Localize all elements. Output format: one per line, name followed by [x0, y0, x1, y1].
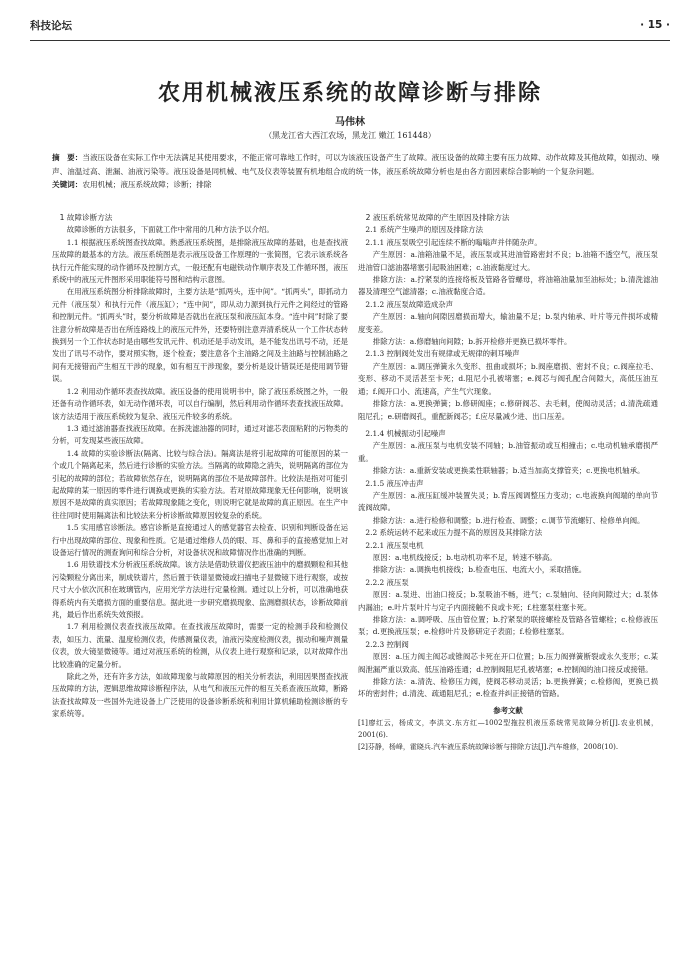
paragraph: 原因：a.压力阀主阀芯或锥阀芯卡死在开口位置；b.压力阀弹簧断裂或永久变形；c.某阀泄漏严重以致高、低压油路连通；d.控制阀阻尼孔被堵塞；e.控制阀的油口接反或接错。: [358, 652, 658, 674]
paragraph: 产生原因：a.液压缸缓冲装置失灵；b.背压阀调整压力变动；c.电液换向阀端的单向节流阀故障。: [358, 490, 658, 513]
subsection-heading: 2.2.2 液压泵: [365, 577, 409, 587]
right-column: [358, 212, 658, 753]
abstract-label: 摘 要：: [52, 153, 83, 162]
subsection-heading: 2.2.3 控制阀: [365, 639, 409, 649]
article-title: 农用机械液压系统的故障诊断与排除: [157, 81, 542, 106]
abstract: [52, 151, 660, 178]
subsection-heading: 2.1.4 机械振动引起噪声: [365, 428, 446, 438]
paragraph: 故障诊断的方法很多，下面就工作中常用的几种方法予以介绍。: [66, 225, 274, 235]
page-number: · 15 ·: [640, 19, 670, 31]
paragraph: 排除方法：a.清洗、检修压力阀，使阀芯移动灵活；b.更换弹簧；c.检修阀，更换已损坏的密封件；d.清洗、疏通阻尼孔；e.检查并纠正接错的管路。: [358, 677, 658, 699]
paragraph: 1.7 利用检测仪表查找液压故障。在查找液压故障时，需要一定的检测手段和检测仪表，如压力、流量、温度检测仪表，传感测量仪表，油液污染度检测仪表，振动和噪声测量仪表，放大镜显微镜等。通过对液压系统的检测，从仪表上进行观察和记录，以对故障作出比较准确的定量分析。: [52, 622, 348, 669]
subsection-heading: 2.1 系统产生噪声的原因及排除方法: [365, 225, 483, 235]
subsection-heading: 2.1.3 控制阀处发出有规律或无规律的刺耳噪声: [365, 349, 520, 359]
subsection-heading: 2.1.2 液压泵故障造成杂声: [365, 299, 454, 309]
paragraph: 排除方法：a.拧紧泵的连接络板及管路各管螺母，将油箱油量加至油标处；b.清洗滤油器及清理空气滤清器；c.油液黏度合适。: [358, 275, 658, 297]
header-rule: [30, 40, 670, 41]
paragraph: 1.2 利用动作循环表查找故障。液压设备的使用说明书中，除了液压系统图之外，一般还备有动作循环表，如无动作循环表，可以自行编制，然后利用动作循环表查找液压故障。该方法适用于液压系统较为复杂、液压元件较多的系统。: [52, 386, 348, 421]
paragraph: 原因：a.电机线接反；b.电动机功率不足，转速不够高。: [372, 552, 557, 562]
paragraph: 排除方法：a.调呼吸、压由管位置；b.拧紧泵的联接螺栓及管路各管螺栓；c.检修液压泵；d.更换液压泵；e.检修叶片及修研定子表面；f.检修柱塞泵。: [358, 615, 658, 637]
paragraph: 排除方法：a.调换电机接线；b.检查电压、电流大小，采取措施。: [372, 565, 587, 575]
paragraph: 1.5 实用感官诊断法。感官诊断是直接通过人的感觉器官去检查、识别和判断设备在运行中出现故障的部位、现象和性质。它是通过维修人员的眼、耳、鼻和手的直接感觉加上对设备运行情况的测查询问和综合分析，对设备状况和故障情况作出准确的判断。: [52, 523, 348, 557]
paragraph: 排除方法：a.重新安装或更换柔性联轴器；b.适当加高支撑管夹；c.更换电机轴承。: [372, 466, 645, 476]
paragraph: 排除方法：a.进行检修和调整；b.进行检查、调整；c.调节节流螺钉、检修单向阀。: [372, 515, 645, 525]
subsection-heading: 2.1.1 液压泵吸空引起连续不断的嗡嗡声并伴随杂声。: [365, 237, 542, 247]
keywords: [52, 178, 660, 192]
article-author: 马伟林: [335, 117, 365, 128]
subsection-heading: 2.2.1 液压泵电机: [365, 540, 424, 550]
paragraph: 原因：a.泵进、出油口接反；b.泵吸油不畅，进气；c.泵轴向、径向间隙过大；d.泵体内漏油；e.叶片泵叶片与定子内面接触不良或卡死；f.柱塞泵柱塞卡死。: [358, 590, 658, 612]
abstract-text: 当液压设备在实际工作中无法满足其使用要求，不能正常可靠地工作时，可以为该液压设备产生了故障。液压设备的故障主要有压力故障、动作故障及其他故障，如振动、噪声、油温过高、泄漏、油液污染等。液压设备是同机械、电气及仪表等装置有机地组合成的统一体，液压系统故障分析也是由各方面因素综合影响的一个复杂问题。: [52, 153, 660, 176]
keywords-label: 关键词：: [52, 180, 83, 189]
paragraph: 1.1 根据液压系统图查找故障。熟悉液压系统图，是排除液压故障的基础，也是查找液压故障的最基本的方法。液压系统图是表示液压设备工作原理的一张简图，它表示该系统各执行元件能实现的动作循环及控制方式，一般还配有电磁铁动作顺序表及工作循环图，液压系统中的液压元件图形采用职能符号图和结构示意图。: [52, 237, 348, 285]
section-heading: 1 故障诊断方法: [59, 213, 113, 222]
author-affiliation: （黑龙江省大西江农场，黑龙江 嫩江 161448）: [264, 131, 436, 140]
subsection-heading: 2.2 系统运转不起来或压力提不高的原因及其排除方法: [365, 528, 543, 538]
reference-entry: [1]廖红云，杨成文，李洪文.东方红—1002型拖拉机液压系统常见故障分析[J].农业机械，2001(6).: [358, 719, 658, 740]
paragraph: 排除方法：a.修磨轴向间隙；b.拆开检修并更换已损坏零件。: [372, 337, 572, 347]
abstract-block: [52, 151, 660, 192]
paragraph: 产生原因：a.油箱油量不足，液压泵或其进油管路密封不良；b.油箱不透空气，液压泵进油管口滤油器堵塞引起吸油困难；c.油液黏度过大。: [358, 250, 658, 272]
paragraph: 产生原因：a.液压泵与电机安装不同轴；b.油管振动或互相撞击；c.电动机轴承磨损严重。: [358, 441, 658, 463]
paragraph: 1.4 故障的实验诊断法(隔离、比较与综合法)。隔离法是将引起故障的可能原因的某一个或几个隔离起来，然后进行诊断的实验方法。当隔离的故障隐之消失，说明隔离的部位为引起的故障的部位；若故障依然存在，说明隔离的部位不是故障部件。比较法是指对可能引起故障的某一原因的零件进行调换或更换的实验方法。若对原故障现象无任何影响，说明该原因不是故障的真实原因；若故障现象随之变化，则说明它就是故障的真正原因。在生产中往往同时使用隔离法和比较法来分析诊断故障原因较复杂的系统。: [52, 448, 348, 520]
references-heading: 参考文献: [493, 705, 523, 715]
journal-section: 科技论坛: [30, 19, 72, 32]
section-heading: 2 液压系统常见故障的产生原因及排除方法: [365, 213, 510, 222]
paragraph: 除此之外，还有许多方法，如故障现象与故障原因的相关分析表法，利用因果图查找液压故障的方法，逻辑思维故障诊断程序法，从电气和液压元件的相互关系查液压故障，断路法查找故障及一些国外先进设备上广泛使用的设备诊断系统和利用计算机辅助检测诊断的专家系统等。: [52, 672, 348, 719]
running-header: [30, 14, 670, 36]
paragraph: 产生原因：a.调压弹簧永久变形、扭曲或损坏；b.阀座磨损、密封不良；c.阀座拉毛、变形、移动不灵活甚至卡死；d.阻尼小孔被堵塞；e.阀芯与阀孔配合间隙大，高低压油互通；f.阀开口小、流速高，产生气穴现象。: [358, 361, 658, 396]
paragraph: 1.6 用铁谱技术分析液压系统故障。该方法是借助铁谱仪把液压油中的磨损颗粒和其他污染颗粒分离出来，制成铁谱片，然后置于铁谱显微镜或扫描电子显微镜下进行观察，或按尺寸大小依次沉积在玻璃管内，应用光学方法进行定量检测。通过以上分析，可以准确地获得系统内有关磨损方面的重要信息。据此进一步研究磨损现象、监测磨损状态，诊断故障前兆，最后作出系统失效预报。: [52, 560, 348, 619]
paragraph: 产生原因：a.轴向间隙因磨损而增大，输油量不足；b.泵内轴承、叶片等元件损坏或精度变差。: [358, 312, 658, 334]
left-column: [52, 212, 348, 721]
paragraph: 排除方法：a.更换弹簧；b.修研阀座；c.修研阀芯、去毛刺，使阀动灵活；d.清洗疏通阻尼孔；e.研磨阀孔，重配新阀芯；f.应尽量减少进、出口压差。: [358, 399, 658, 421]
paragraph: 1.3 通过滤油器查找液压故障。在拆洗滤油器的同时，通过对滤芯表面粘附的污物类的分析，可发现某些液压故障。: [52, 423, 348, 446]
keywords-text: 农用机械；液压系统故障；诊断；排除: [82, 180, 212, 189]
reference-entry: [2]芬静，杨峰，霍晓兵.汽车液压系统故障诊断与排除方法[J].汽车维修，2008(10).: [358, 743, 619, 752]
subsection-heading: 2.1.5 液压冲击声: [365, 478, 424, 488]
paragraph: 在用液压系统图分析排除故障时，主要方法是“抓两头，连中间”。“抓两头”，即抓动力元件（液压泵）和执行元件（液压缸）；“连中间”，即从动力源到执行元件之间经过的管路和控制元件。“抓两头”时，要分析故障是否就出在液压泵和液压缸本身。“连中间”时除了要注意分析故障是否出在所连路线上的液压元件外，还要特别注意弄清系统从一个工作状态转换到另一个工作状态时是由哪些发讯元件、机动还是手动发讯，是不能发出讯号不动，还是发出了讯号不动作，要对照实物，逐个检查；要注意各个主油路之间及主油路与控制油路之间有无接错而产生相互干涉的现象，如有相互干涉现象，要分析是设计错误还是使用调节错误。: [52, 287, 348, 384]
